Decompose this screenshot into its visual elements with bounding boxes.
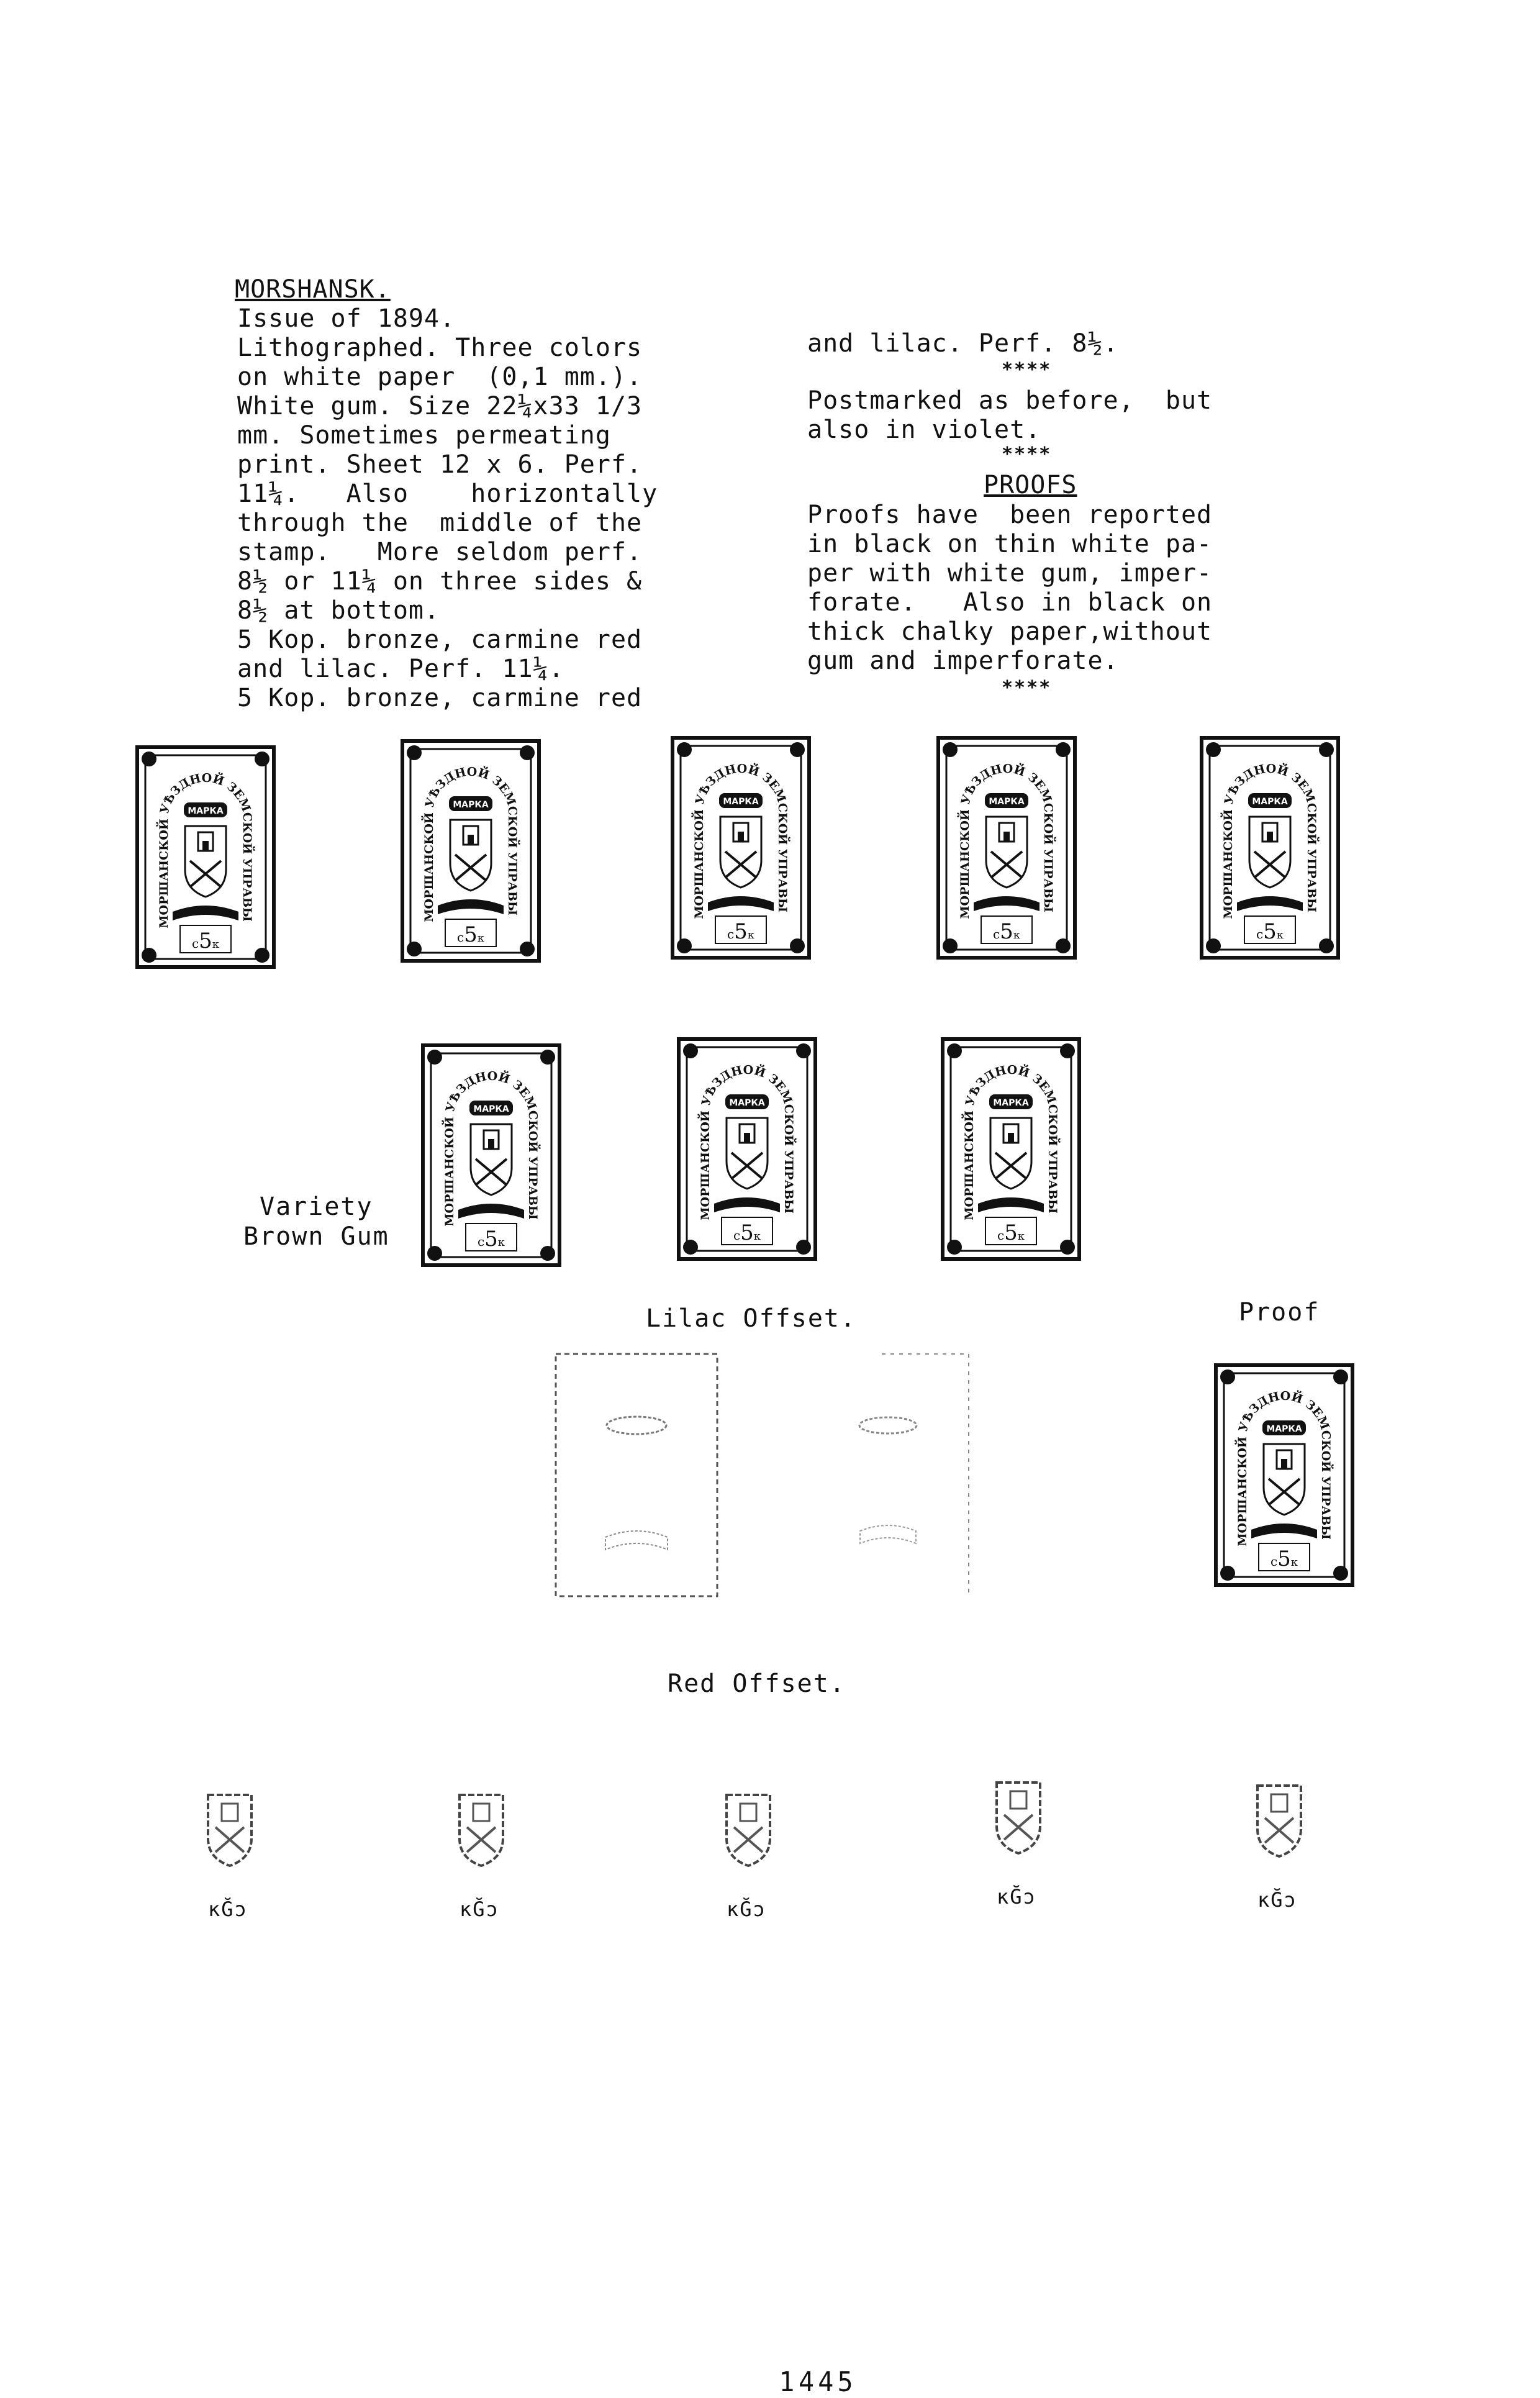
variety-label: Variety [260,1192,373,1221]
proofs-line: Proofs have been reported [807,501,1213,529]
page-number: 1445 [779,2366,857,2398]
svg-text:с5к: с5к [456,922,485,947]
svg-text:МАРКА: МАРКА [1252,797,1288,807]
section-title: MORSHANSK. [235,275,391,304]
left-column-line: White gum. Size 22¼x33 1/3 [237,392,643,420]
svg-text:МОРШАНСКОЙ УѢЗДНОЙ ЗЕМСКОЙ УПР: МОРШАНСКОЙ УѢЗДНОЙ ЗЕМСКОЙ УПРАВЫ [962,1063,1060,1220]
stamp-image [671,736,811,960]
stamp-image [135,745,276,969]
stars-separator-1: **** [1002,359,1052,381]
proof-label: Proof [1239,1298,1320,1327]
red-offset-value: кĞɔ [727,1897,766,1921]
svg-text:МАРКА: МАРКА [473,1104,509,1114]
stamp-row1-1 [135,745,276,969]
svg-text:МАРКА: МАРКА [993,1098,1029,1108]
svg-text:МАРКА: МАРКА [1266,1424,1302,1434]
svg-text:МОРШАНСКОЙ УѢЗДНОЙ ЗЕМСКОЙ УПР: МОРШАНСКОЙ УѢЗДНОЙ ЗЕМСКОЙ УПРАВЫ [698,1063,796,1220]
svg-text:с5к: с5к [1270,1546,1298,1571]
red-offset-value: кĞɔ [460,1897,499,1921]
svg-text:МОРШАНСКОЙ УѢЗДНОЙ ЗЕМСКОЙ УПР: МОРШАНСКОЙ УѢЗДНОЙ ЗЕМСКОЙ УПРАВЫ [692,761,790,919]
left-column-line: and lilac. Perf. 11¼. [237,655,564,683]
svg-text:с5к: с5к [191,929,220,953]
svg-text:МАРКА: МАРКА [723,797,759,807]
svg-text:с5к: с5к [992,919,1021,944]
svg-text:МОРШАНСКОЙ УѢЗДНОЙ ЗЕМСКОЙ УПР: МОРШАНСКОЙ УѢЗДНОЙ ЗЕМСКОЙ УПРАВЫ [1221,761,1319,919]
svg-text:МАРКА: МАРКА [188,806,224,816]
left-column-line: print. Sheet 12 x 6. Perf. [237,450,643,479]
brown-gum-label: Brown Gum [243,1222,389,1251]
proofs-line: forate. Also in black on [807,588,1213,617]
proofs-line: thick chalky paper,without [807,617,1213,646]
stamp-image [1214,1363,1354,1587]
stamp-image [677,1037,817,1261]
stamp-image [401,739,541,963]
postmark-line: Postmarked as before, but [807,386,1213,415]
red-offset-shield [972,1776,1077,1857]
left-column-line: mm. Sometimes permeating [237,421,611,450]
left-column-line: stamp. More seldom perf. [237,538,643,566]
left-column-line: Lithographed. Three colors [237,334,643,362]
postmark-line: also in violet. [807,416,1041,444]
svg-text:МАРКА: МАРКА [453,800,489,810]
lilac-offset-label: Lilac Offset. [646,1304,857,1333]
stamp-row1-4 [936,736,1077,960]
stamp-image [936,736,1077,960]
svg-text:МОРШАНСКОЙ УѢЗДНОЙ ЗЕМСКОЙ УПР: МОРШАНСКОЙ УѢЗДНОЙ ЗЕМСКОЙ УПРАВЫ [1235,1389,1333,1546]
stars-separator-2: **** [1002,443,1052,465]
left-column-line: Issue of 1894. [237,304,456,333]
left-column-line: 5 Kop. bronze, carmine red [237,625,643,654]
red-offset-shield [702,1789,807,1869]
stamp-row1-2 [401,739,541,963]
svg-text:МАРКА: МАРКА [729,1098,765,1108]
svg-text:МОРШАНСКОЙ УѢЗДНОЙ ЗЕМСКОЙ УПР: МОРШАНСКОЙ УѢЗДНОЙ ЗЕМСКОЙ УПРАВЫ [156,771,255,929]
lilac-offset-1 [553,1351,720,1599]
left-column-line: 8½ or 11¼ on three sides & [237,567,643,596]
svg-text:с5к: с5к [727,919,755,944]
right-line-1: and lilac. Perf. 8½. [807,329,1119,358]
stamp-row1-5 [1200,736,1340,960]
left-column-line: through the middle of the [237,509,643,537]
proofs-line: gum and imperforate. [807,647,1119,675]
red-offset-label: Red Offset. [668,1669,846,1698]
proofs-line: per with white gum, imper- [807,559,1213,588]
left-column-line: 5 Kop. bronze, carmine red [237,684,643,712]
stamp-image [1200,736,1340,960]
red-offset-value: кĞɔ [208,1897,248,1921]
proof-stamp [1214,1363,1354,1587]
red-offset-shield [183,1789,289,1869]
svg-text:с5к: с5к [733,1220,761,1245]
stamp-row2-1 [421,1043,561,1267]
red-offset-shield [1233,1779,1338,1860]
stars-separator-3: **** [1002,677,1052,699]
svg-text:с5к: с5к [477,1227,505,1251]
svg-text:с5к: с5к [997,1220,1025,1245]
left-column-line: on white paper (0,1 mm.). [237,363,643,391]
svg-text:с5к: с5к [1256,919,1284,944]
proofs-heading: PROOFS [984,471,1077,499]
svg-text:МОРШАНСКОЙ УѢЗДНОЙ ЗЕМСКОЙ УПР: МОРШАНСКОЙ УѢЗДНОЙ ЗЕМСКОЙ УПРАВЫ [442,1069,540,1227]
stamp-row2-3 [941,1037,1081,1261]
stamp-row1-3 [671,736,811,960]
lilac-offset-2 [807,1351,972,1599]
svg-text:МАРКА: МАРКА [989,797,1025,807]
svg-text:МОРШАНСКОЙ УѢЗДНОЙ ЗЕМСКОЙ УПР: МОРШАНСКОЙ УѢЗДНОЙ ЗЕМСКОЙ УПРАВЫ [422,765,520,922]
left-column-line: 11¼. Also horizontally [237,479,658,508]
red-offset-value: кĞɔ [1257,1888,1297,1912]
svg-text:МОРШАНСКОЙ УѢЗДНОЙ ЗЕМСКОЙ УПР: МОРШАНСКОЙ УѢЗДНОЙ ЗЕМСКОЙ УПРАВЫ [958,761,1056,919]
stamp-image [941,1037,1081,1261]
stamp-row2-2 [677,1037,817,1261]
red-offset-value: кĞɔ [997,1885,1036,1909]
proofs-line: in black on thin white pa- [807,530,1213,558]
left-column-line: 8½ at bottom. [237,596,440,625]
red-offset-shield [435,1789,540,1869]
stamp-image [421,1043,561,1267]
